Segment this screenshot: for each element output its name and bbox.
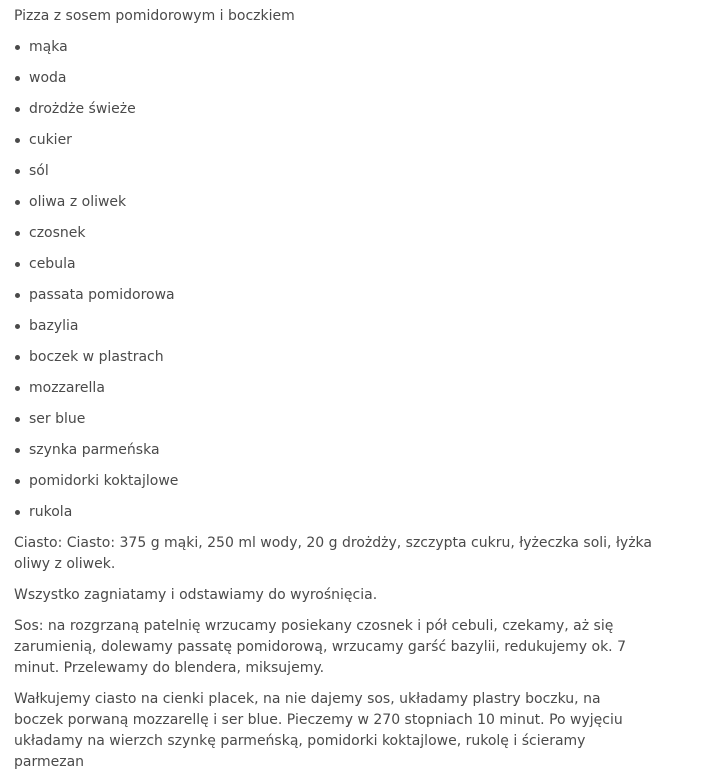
list-item: passata pomidorowa — [14, 285, 652, 306]
list-item: rukola — [14, 502, 652, 523]
list-item: sól — [14, 161, 652, 182]
sauce-paragraph: Sos: na rozgrzaną patelnię wrzucamy posiekany czosnek i pół cebuli, czekamy, aż się zarumienią, dolewamy passatę pomidorową, wrzucamy garść bazylii, redukujemy ok. 7 minut. Przelewamy do blendera, miksujemy. — [14, 618, 626, 676]
list-item: ser blue — [14, 409, 652, 430]
recipe-title: Pizza z sosem pomidorowym i boczkiem — [14, 8, 295, 24]
list-item: cukier — [14, 130, 652, 151]
knead-paragraph: Wszystko zagniatamy i odstawiamy do wyrośnięcia. — [14, 587, 378, 603]
list-item: pomidorki koktajlowe — [14, 471, 652, 492]
list-item: mozzarella — [14, 378, 652, 399]
ingredient-list — [14, 37, 652, 523]
list-item: boczek w plastrach — [14, 347, 652, 368]
dough-paragraph: Ciasto: Ciasto: 375 g mąki, 250 ml wody, 20 g drożdży, szczypta cukru, łyżeczka soli, łyżka oliwy z oliwek. — [14, 535, 652, 572]
assembly-paragraph: Wałkujemy ciasto na cienki placek, na nie dajemy sos, układamy plastry boczku, na boczek porwaną mozzarellę i ser blue. Pieczemy w 270 stopniach 10 minut. Po wyjęciu układamy na wierzch szynkę parmeńską, pomidorki koktajlowe, rukolę i ścieramy parmezan — [14, 691, 623, 770]
list-item: drożdże świeże — [14, 99, 652, 120]
list-item: mąka — [14, 37, 652, 58]
list-item: cebula — [14, 254, 652, 275]
list-item: oliwa z oliwek — [14, 192, 652, 213]
list-item: czosnek — [14, 223, 652, 244]
list-item: bazylia — [14, 316, 652, 337]
list-item: szynka parmeńska — [14, 440, 652, 461]
list-item: woda — [14, 68, 652, 89]
